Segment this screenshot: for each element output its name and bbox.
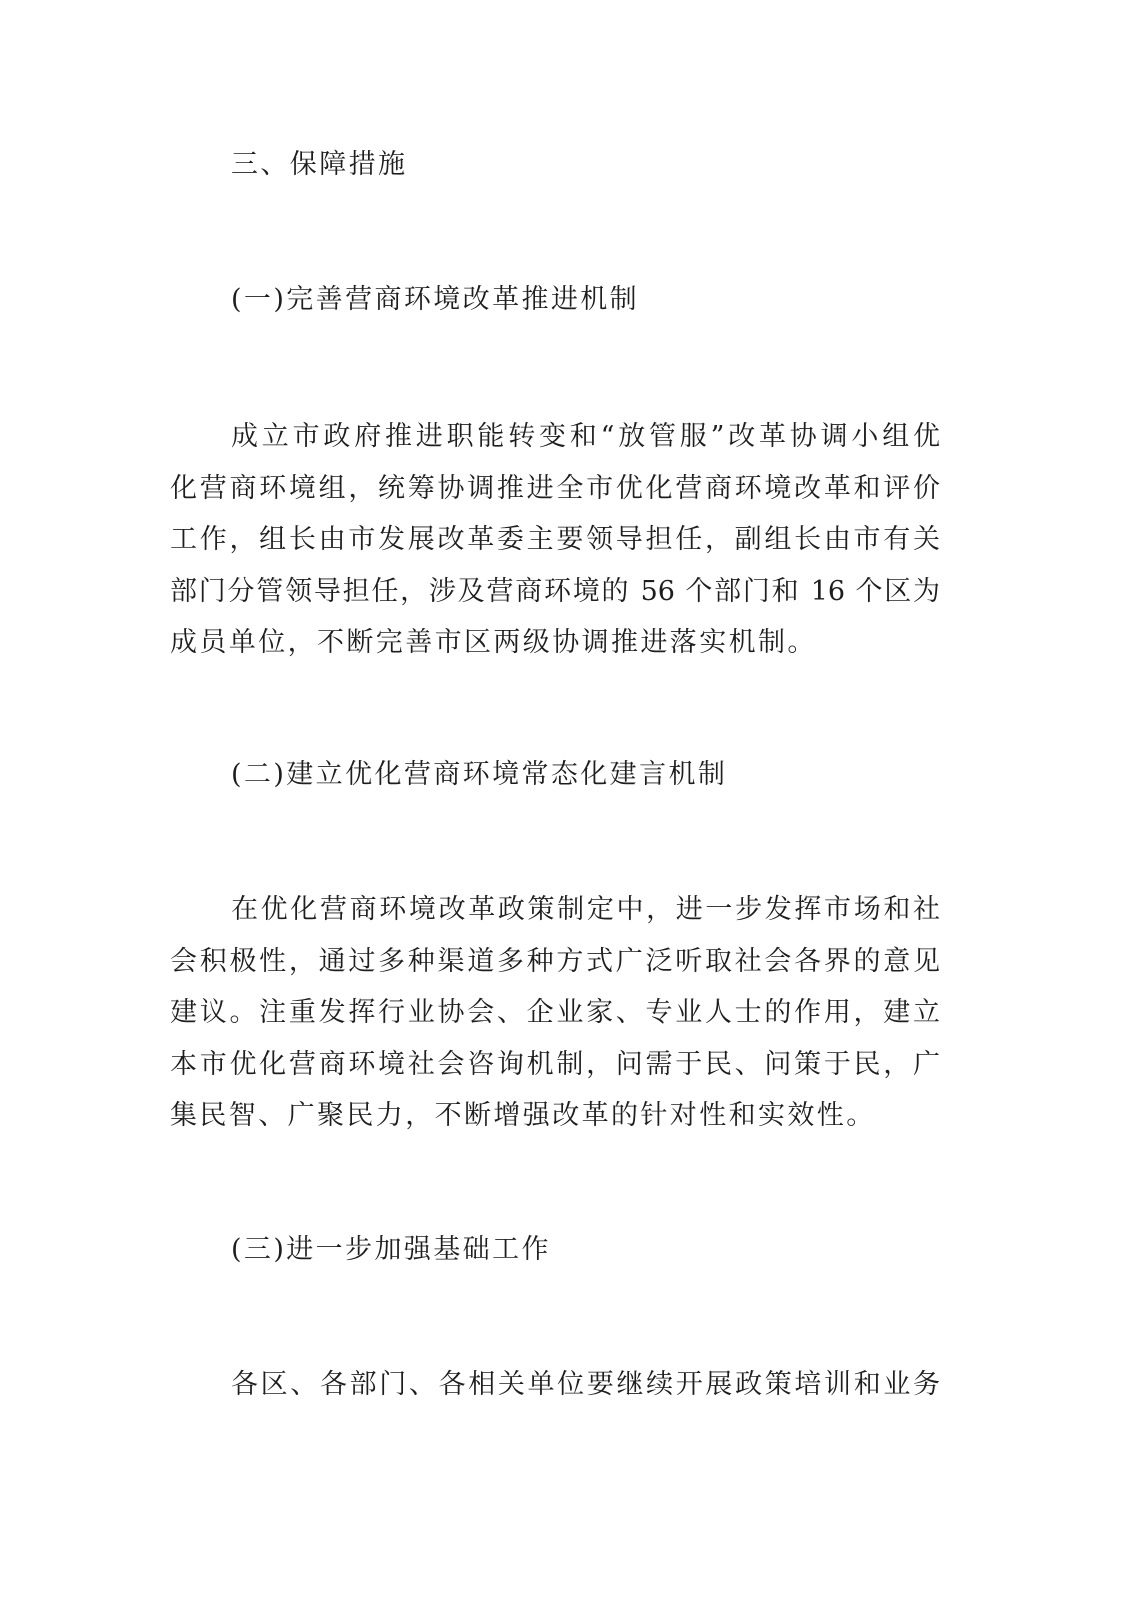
paragraph-line: 本市优化营商环境社会咨询机制，问需于民、问策于民，广: [170, 1049, 940, 1080]
paragraph-line: 化营商环境组，统筹协调推进全市优化营商环境改革和评价: [170, 473, 940, 504]
paragraph-line: 成立市政府推进职能转变和“放管服”改革协调小组优: [231, 421, 940, 452]
section-heading: 三、保障措施: [231, 149, 408, 180]
paragraph-line: 成员单位，不断完善市区两级协调推进落实机制。: [170, 627, 817, 658]
subsection-heading: (一)完善营商环境改革推进机制: [231, 284, 640, 315]
subsection-heading: (二)建立优化营商环境常态化建言机制: [231, 759, 728, 790]
paragraph-line: 各区、各部门、各相关单位要继续开展政策培训和业务: [231, 1369, 940, 1400]
paragraph-line: 部门分管领导担任，涉及营商环境的 56 个部门和 16 个区为: [170, 576, 940, 607]
paragraph-line: 建议。注重发挥行业协会、企业家、专业人士的作用，建立: [170, 997, 940, 1028]
paragraph-line: 在优化营商环境改革政策制定中，进一步发挥市场和社: [231, 894, 940, 925]
paragraph-line: 工作，组长由市发展改革委主要领导担任，副组长由市有关: [170, 524, 940, 555]
subsection-heading: (三)进一步加强基础工作: [231, 1234, 551, 1265]
paragraph-line: 集民智、广聚民力，不断增强改革的针对性和实效性。: [170, 1100, 876, 1131]
paragraph-line: 会积极性，通过多种渠道多种方式广泛听取社会各界的意见: [170, 946, 940, 977]
